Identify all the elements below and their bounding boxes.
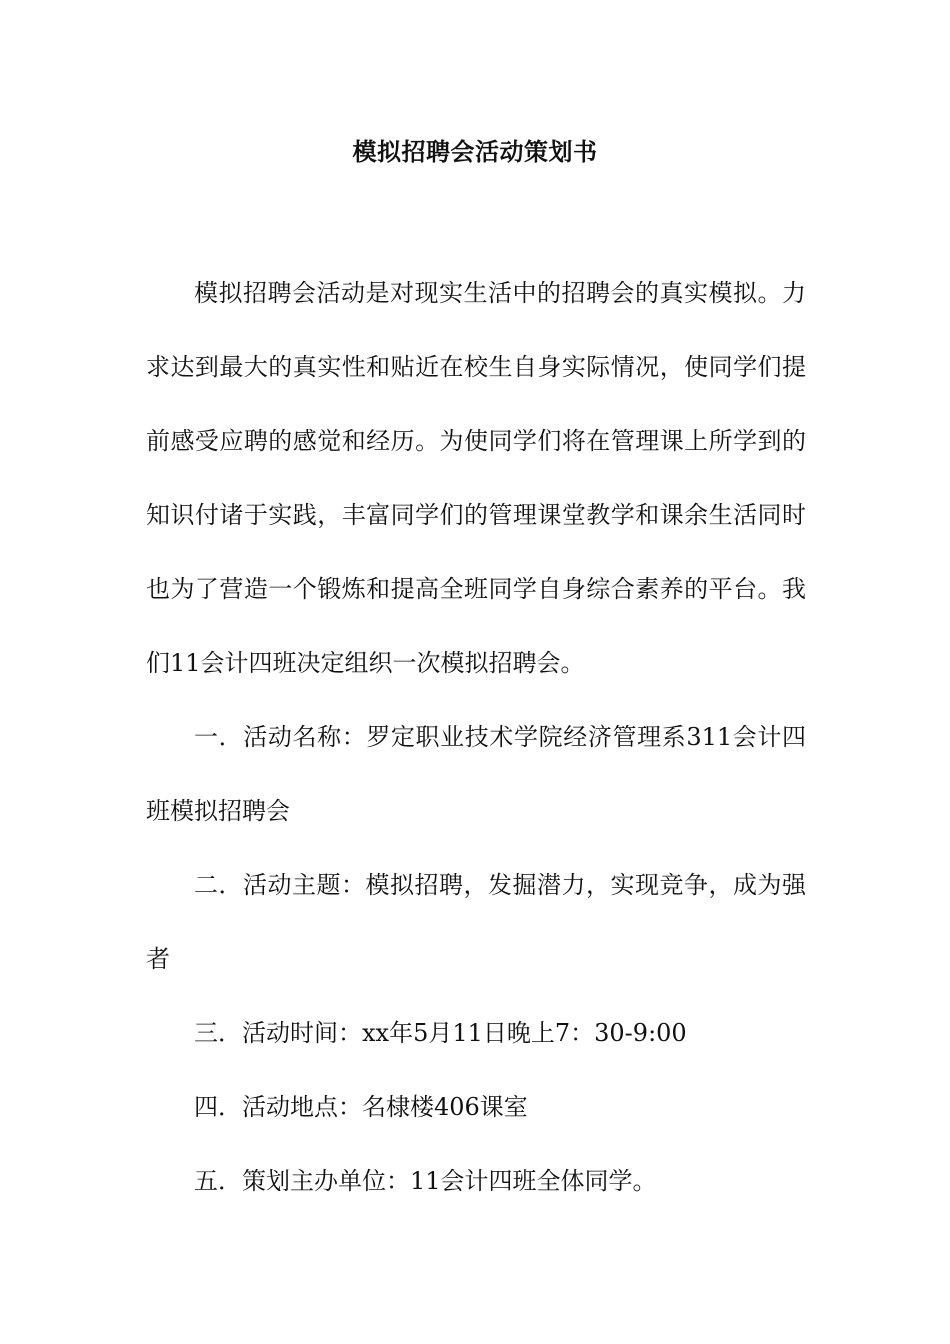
activity-time-paragraph: 三．活动时间：xx年5月11日晚上7：30-9:00 xyxy=(194,1019,687,1047)
activity-location-paragraph: 四．活动地点：名棣楼406课室 xyxy=(194,1093,528,1121)
activity-theme-paragraph: 二．活动主题：模拟招聘，发掘潜力，实现竞争，成为强者 xyxy=(146,871,806,973)
organizer-paragraph: 五．策划主办单位：11会计四班全体同学。 xyxy=(194,1167,657,1195)
document-title: 模拟招聘会活动策划书 xyxy=(352,137,598,166)
activity-name-paragraph: 一．活动名称：罗定职业技术学院经济管理系311会计四班模拟招聘会 xyxy=(146,723,806,825)
document-body xyxy=(146,256,806,1218)
intro-paragraph: 模拟招聘会活动是对现实生活中的招聘会的真实模拟。力求达到最大的真实性和贴近在校生自身实际情况，使同学们提前感受应聘的感觉和经历。为使同学们将在管理课上所学到的知识付诸于实践，丰富同学们的管理课堂教学和课余生活同时也为了营造一个锻炼和提高全班同学自身综合素养的平台。我们11会计四班决定组织一次模拟招聘会。 xyxy=(146,279,806,677)
